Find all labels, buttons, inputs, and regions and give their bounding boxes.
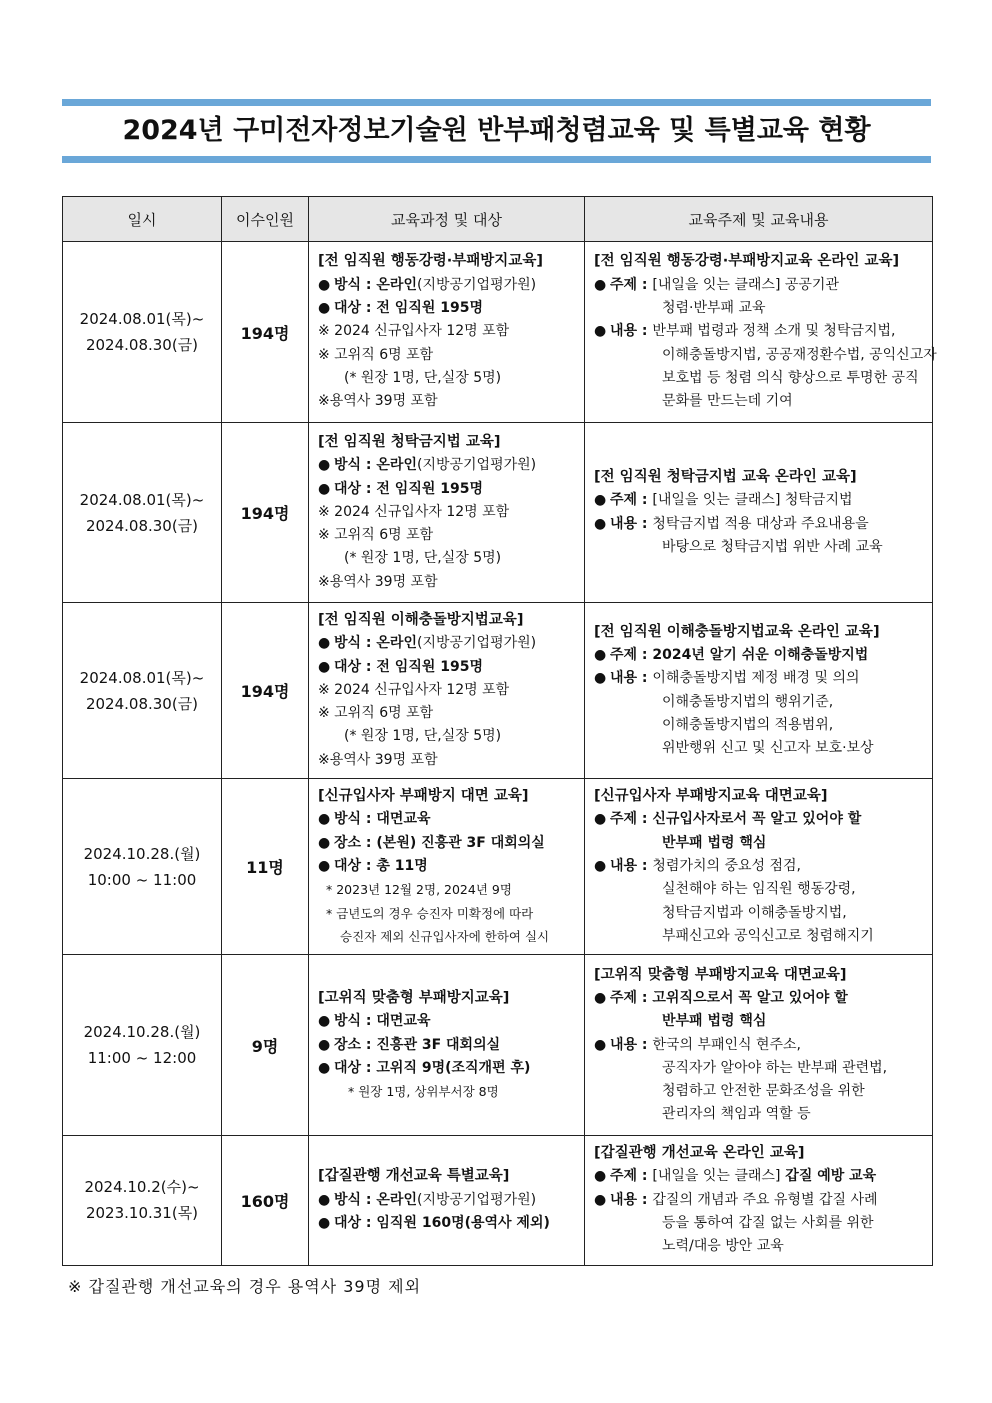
title-block (62, 99, 931, 163)
date-start: 2024.10.28.(월) (83, 1023, 201, 1042)
course-note: ※용역사 39명 포함 (318, 393, 438, 410)
content-body: ● 내용 : 청렴가치의 중요성 점검, (594, 857, 801, 874)
content-topic-cont: 반부패 법령 핵심 (662, 834, 767, 851)
content-body-line: 이해충돌방지법, 공공재정환수법, 공익신고자 (662, 346, 937, 363)
content-topic: ● 주제 : [내일을 잇는 클래스] 청탁금지법 (594, 492, 853, 509)
count-cell: 160명 (222, 1136, 309, 1265)
date-cell (63, 603, 222, 779)
header-count: 이수인원 (222, 197, 309, 242)
course-target: ● 대상 : 총 11명 (318, 857, 428, 874)
content-topic: ● 주제 : 신규입사자로서 꼭 알고 있어야 할 (594, 811, 862, 828)
course-cell (309, 955, 585, 1136)
date-cell (63, 955, 222, 1136)
count-cell: 194명 (222, 603, 309, 779)
date-start: 2024.08.01(목)~ (79, 310, 205, 328)
content-title: [갑질관행 개선교육 온라인 교육] (594, 1145, 805, 1162)
content-body-line: 바탕으로 청탁금지법 위반 사례 교육 (662, 538, 883, 555)
course-note: * 원장 1명, 상위부서장 8명 (348, 1084, 499, 1100)
date-end: 2024.08.30(금) (85, 516, 199, 535)
course-note: (* 원장 1명, 단,실장 5명) (344, 728, 502, 745)
date-end: 10:00 ~ 11:00 (87, 870, 197, 889)
course-note: * 2023년 12월 2명, 2024년 9명 (326, 882, 512, 898)
course-method: ● 방식 : 온라인(지방공기업평가원) (318, 457, 537, 474)
course-title: [전 임직원 이해충돌방지법교육] (318, 612, 524, 628)
content-body: ● 내용 : 청탁금지법 적용 대상과 주요내용을 (594, 515, 869, 532)
count-cell: 194명 (222, 242, 309, 423)
course-title: [고위직 맞춤형 부패방지교육] (318, 989, 510, 1006)
course-cell (309, 779, 585, 955)
course-target: ● 대상 : 전 임직원 195명 (318, 658, 483, 675)
header-content: 교육주제 및 교육내용 (585, 197, 933, 242)
course-method: ● 방식 : 온라인(지방공기업평가원) (318, 1191, 537, 1208)
date-end: 2024.08.30(금) (85, 694, 199, 713)
content-body-line: 등을 통하여 갑질 없는 사회를 위한 (662, 1215, 874, 1232)
date-start: 2024.10.2(수)~ (84, 1178, 200, 1197)
content-title: [고위직 맞춤형 부패방지교육 대면교육] (594, 966, 847, 983)
course-title: [갑질관행 개선교육 특별교육] (318, 1168, 510, 1185)
header-course: 교육과정 및 대상 (309, 197, 585, 242)
date-end: 11:00 ~ 12:00 (87, 1049, 197, 1068)
course-title: [전 임직원 청탁금지법 교육] (318, 433, 501, 450)
page-title: 2024년 구미전자정보기술원 반부패청렴교육 및 특별교육 현황 (122, 115, 871, 146)
content-body-line: 문화를 만드는데 기여 (662, 393, 793, 410)
course-note: ※ 2024 신규입사자 12명 포함 (318, 681, 510, 698)
content-title: [신규입사자 부패방지교육 대면교육] (594, 788, 828, 805)
footnote: ※ 갑질관행 개선교육의 경우 용역사 39명 제외 (68, 1277, 422, 1296)
content-topic: ● 주제 : 2024년 알기 쉬운 이해충돌방지법 (594, 646, 869, 663)
content-body-line: 청렴하고 안전한 문화조성을 위한 (662, 1083, 865, 1100)
course-title: [전 임직원 행동강령·부패방지교육] (318, 253, 543, 270)
content-topic-cont: 청렴·반부패 교육 (662, 300, 766, 317)
course-target: ● 대상 : 고위직 9명(조직개편 후) (318, 1059, 531, 1076)
date-cell (63, 1136, 222, 1265)
content-topic: ● 주제 : [내일을 잇는 클래스] 갑질 예방 교육 (594, 1168, 877, 1185)
content-title: [전 임직원 청탁금지법 교육 온라인 교육] (594, 468, 857, 485)
course-method: ● 방식 : 대면교육 (318, 811, 431, 828)
table-row (63, 779, 933, 955)
content-topic: ● 주제 : [내일을 잇는 클래스] 공공기관 (594, 276, 839, 293)
content-body: ● 내용 : 한국의 부패인식 현주소, (594, 1036, 801, 1053)
course-note: 승진자 제외 신규입사자에 한하여 실시 (340, 928, 550, 944)
course-method: ● 방식 : 대면교육 (318, 1013, 431, 1030)
count-cell: 9명 (222, 955, 309, 1136)
course-note: (* 원장 1명, 단,실장 5명) (344, 550, 502, 567)
date-start: 2024.08.01(목)~ (79, 490, 205, 509)
content-cell (585, 955, 933, 1136)
content-body-line: 보호법 등 청렴 의식 향상으로 투명한 공직 (662, 369, 919, 386)
content-topic: ● 주제 : 고위직으로서 꼭 알고 있어야 할 (594, 989, 848, 1006)
course-cell (309, 603, 585, 779)
course-note: ※용역사 39명 포함 (318, 573, 438, 590)
course-cell (309, 1136, 585, 1265)
course-note: ※ 고위직 6명 포함 (318, 346, 434, 363)
content-cell (585, 779, 933, 955)
course-method: ● 방식 : 온라인(지방공기업평가원) (318, 276, 537, 293)
content-cell (585, 603, 933, 779)
course-note: ※ 고위직 6명 포함 (318, 705, 434, 722)
title-bottom-bar (62, 156, 931, 163)
course-title: [신규입사자 부패방지 대면 교육] (318, 788, 529, 805)
content-title: [전 임직원 행동강령·부패방지교육 온라인 교육] (594, 253, 900, 270)
title-top-bar (62, 99, 931, 106)
date-end: 2023.10.31(목) (85, 1204, 199, 1223)
education-table (62, 196, 937, 1266)
date-start: 2024.10.28.(월) (83, 844, 201, 863)
table-row (63, 242, 933, 423)
content-topic-cont: 반부패 법령 핵심 (662, 1013, 767, 1030)
course-note: ※용역사 39명 포함 (318, 751, 438, 768)
course-place: ● 장소 : 진흥관 3F 대회의실 (318, 1036, 501, 1053)
count-cell: 194명 (222, 423, 309, 603)
header-date: 일시 (63, 197, 222, 242)
content-body-line: 부패신고와 공익신고로 청렴해지기 (662, 927, 874, 944)
course-cell (309, 423, 585, 603)
date-cell (63, 423, 222, 603)
course-target: ● 대상 : 임직원 160명(용역사 제외) (318, 1215, 550, 1232)
table-header-row (63, 197, 933, 242)
table-row (63, 603, 933, 779)
course-note: ※ 2024 신규입사자 12명 포함 (318, 323, 510, 340)
date-cell (63, 242, 222, 423)
table-row (63, 955, 933, 1136)
content-cell (585, 242, 937, 423)
content-cell (585, 423, 933, 603)
course-place: ● 장소 : (본원) 진흥관 3F 대회의실 (318, 834, 545, 851)
table-row (63, 1136, 933, 1265)
content-body-line: 노력/대응 방안 교육 (662, 1238, 784, 1255)
content-body: ● 내용 : 반부패 법령과 정책 소개 및 청탁금지법, (594, 323, 896, 340)
content-body-line: 이해충돌방지법의 행위기준, (662, 693, 834, 710)
content-body: ● 내용 : 이해충돌방지법 제정 배경 및 의의 (594, 670, 860, 687)
course-note: ※ 고위직 6명 포함 (318, 527, 434, 544)
date-cell (63, 779, 222, 955)
course-note: (* 원장 1명, 단,실장 5명) (344, 369, 502, 386)
content-body-line: 이해충돌방지법의 적용범위, (662, 716, 834, 733)
course-target: ● 대상 : 전 임직원 195명 (318, 300, 483, 317)
course-cell (309, 242, 585, 423)
content-body: ● 내용 : 갑질의 개념과 주요 유형별 갑질 사례 (594, 1191, 878, 1208)
content-body-line: 실천해야 하는 임직원 행동강령, (662, 881, 856, 898)
content-body-line: 관리자의 책임과 역할 등 (662, 1106, 811, 1123)
content-body-line: 공직자가 알아야 하는 반부패 관련법, (662, 1059, 888, 1076)
content-body-line: 청탁금지법과 이해충돌방지법, (662, 904, 847, 921)
table-row (63, 423, 933, 603)
content-body-line: 위반행위 신고 및 신고자 보호·보상 (662, 740, 874, 757)
course-method: ● 방식 : 온라인(지방공기업평가원) (318, 635, 537, 652)
date-end: 2024.08.30(금) (85, 336, 199, 354)
date-start: 2024.08.01(목)~ (79, 668, 205, 687)
content-title: [전 임직원 이해충돌방지법교육 온라인 교육] (594, 623, 880, 640)
course-note: * 금년도의 경우 승진자 미확정에 따라 (326, 905, 534, 921)
content-cell (585, 1136, 933, 1265)
course-note: ※ 2024 신규입사자 12명 포함 (318, 503, 510, 520)
course-target: ● 대상 : 전 임직원 195명 (318, 480, 483, 497)
count-cell: 11명 (222, 779, 309, 955)
